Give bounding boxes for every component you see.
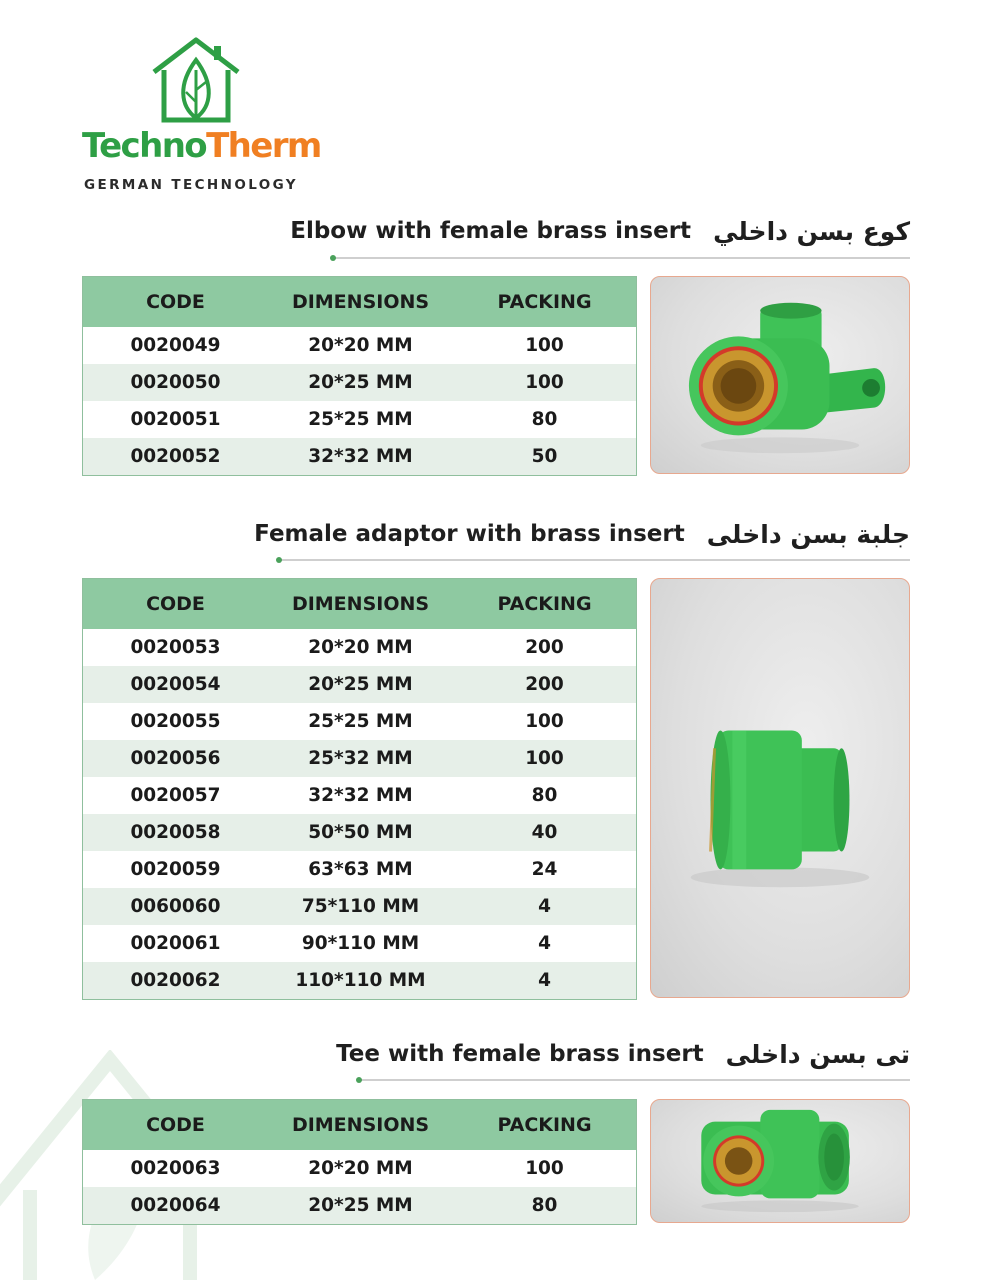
col-header-code: CODE	[146, 1114, 205, 1136]
section-divider	[360, 1079, 910, 1081]
cell-packing: 4	[538, 896, 551, 917]
cell-code: 0020054	[130, 674, 221, 695]
col-header-dimensions: DIMENSIONS	[291, 593, 430, 615]
cell-packing: 100	[525, 372, 564, 393]
brand-name: TechnoTherm	[82, 126, 321, 166]
col-header-code: CODE	[146, 291, 205, 313]
table-row	[83, 1150, 636, 1187]
cell-code: 0020059	[130, 859, 221, 880]
brand-logo	[80, 36, 320, 196]
section-title-en: Tee with female brass insert	[336, 1041, 704, 1067]
cell-packing: 80	[531, 785, 558, 806]
table-row	[83, 438, 636, 475]
table-header-row	[83, 277, 636, 327]
section-title-female-adaptor	[254, 511, 910, 557]
cell-packing: 100	[525, 1158, 564, 1179]
table-row	[83, 777, 636, 814]
house-leaf-logo-icon	[150, 36, 242, 124]
tee-table	[82, 1099, 637, 1225]
cell-code: 0060060	[130, 896, 221, 917]
cell-code: 0020057	[130, 785, 221, 806]
cell-code: 0020050	[130, 372, 221, 393]
table-row	[83, 851, 636, 888]
col-header-packing: PACKING	[497, 593, 592, 615]
cell-dimensions: 20*20 MM	[308, 637, 413, 658]
elbow-fitting-icon	[651, 277, 909, 473]
cell-packing: 200	[525, 674, 564, 695]
cell-code: 0020053	[130, 637, 221, 658]
cell-packing: 100	[525, 335, 564, 356]
cell-packing: 100	[525, 748, 564, 769]
section-title-en: Elbow with female brass insert	[290, 218, 692, 244]
section-title-tee	[336, 1031, 910, 1077]
cell-dimensions: 20*25 MM	[308, 674, 413, 695]
cell-packing: 200	[525, 637, 564, 658]
cell-packing: 50	[531, 446, 558, 467]
elbow-product-photo	[650, 276, 910, 474]
female-adaptor-product-photo	[650, 578, 910, 998]
cell-dimensions: 25*25 MM	[308, 711, 413, 732]
cell-dimensions: 90*110 MM	[301, 933, 420, 954]
table-row	[83, 666, 636, 703]
cell-dimensions: 75*110 MM	[301, 896, 420, 917]
cell-code: 0020064	[130, 1195, 221, 1216]
cell-dimensions: 20*25 MM	[308, 372, 413, 393]
table-row	[83, 814, 636, 851]
cell-code: 0020062	[130, 970, 221, 991]
table-header-row	[83, 1100, 636, 1150]
brand-tagline: GERMAN TECHNOLOGY	[84, 177, 298, 193]
table-row	[83, 401, 636, 438]
cell-dimensions: 20*25 MM	[308, 1195, 413, 1216]
cell-dimensions: 63*63 MM	[308, 859, 413, 880]
tee-product-photo	[650, 1099, 910, 1223]
section-title-ar: كوع بسن داخلي	[713, 216, 910, 246]
cell-dimensions: 20*20 MM	[308, 335, 413, 356]
female-adaptor-table	[82, 578, 637, 1000]
elbow-table	[82, 276, 637, 476]
col-header-dimensions: DIMENSIONS	[291, 291, 430, 313]
table-row	[83, 925, 636, 962]
cell-code: 0020058	[130, 822, 221, 843]
table-row	[83, 629, 636, 666]
col-header-packing: PACKING	[497, 291, 592, 313]
cell-dimensions: 25*25 MM	[308, 409, 413, 430]
section-title-elbow	[290, 208, 910, 254]
section-title-ar: تى بسن داخلى	[725, 1039, 910, 1069]
section-divider	[334, 257, 910, 259]
cell-packing: 80	[531, 1195, 558, 1216]
section-title-ar: جلبة بسن داخلى	[706, 519, 910, 549]
cell-packing: 100	[525, 711, 564, 732]
cell-dimensions: 50*50 MM	[308, 822, 413, 843]
cell-code: 0020061	[130, 933, 221, 954]
cell-dimensions: 32*32 MM	[308, 446, 413, 467]
cell-packing: 24	[531, 859, 558, 880]
cell-code: 0020056	[130, 748, 221, 769]
table-row	[83, 327, 636, 364]
section-divider	[280, 559, 910, 561]
col-header-dimensions: DIMENSIONS	[291, 1114, 430, 1136]
cell-packing: 4	[538, 933, 551, 954]
col-header-packing: PACKING	[497, 1114, 592, 1136]
cell-code: 0020055	[130, 711, 221, 732]
table-row	[83, 1187, 636, 1224]
cell-packing: 80	[531, 409, 558, 430]
table-row	[83, 364, 636, 401]
section-title-en: Female adaptor with brass insert	[254, 521, 685, 547]
cell-packing: 4	[538, 970, 551, 991]
cell-dimensions: 20*20 MM	[308, 1158, 413, 1179]
cell-packing: 40	[531, 822, 558, 843]
table-row	[83, 740, 636, 777]
cell-code: 0020049	[130, 335, 221, 356]
cell-code: 0020052	[130, 446, 221, 467]
cell-code: 0020051	[130, 409, 221, 430]
cell-dimensions: 25*32 MM	[308, 748, 413, 769]
cell-dimensions: 110*110 MM	[295, 970, 426, 991]
table-row	[83, 962, 636, 999]
table-row	[83, 703, 636, 740]
cell-dimensions: 32*32 MM	[308, 785, 413, 806]
col-header-code: CODE	[146, 593, 205, 615]
table-row	[83, 888, 636, 925]
female-adaptor-fitting-icon	[651, 579, 909, 997]
tee-fitting-icon	[651, 1100, 909, 1222]
cell-code: 0020063	[130, 1158, 221, 1179]
table-header-row	[83, 579, 636, 629]
